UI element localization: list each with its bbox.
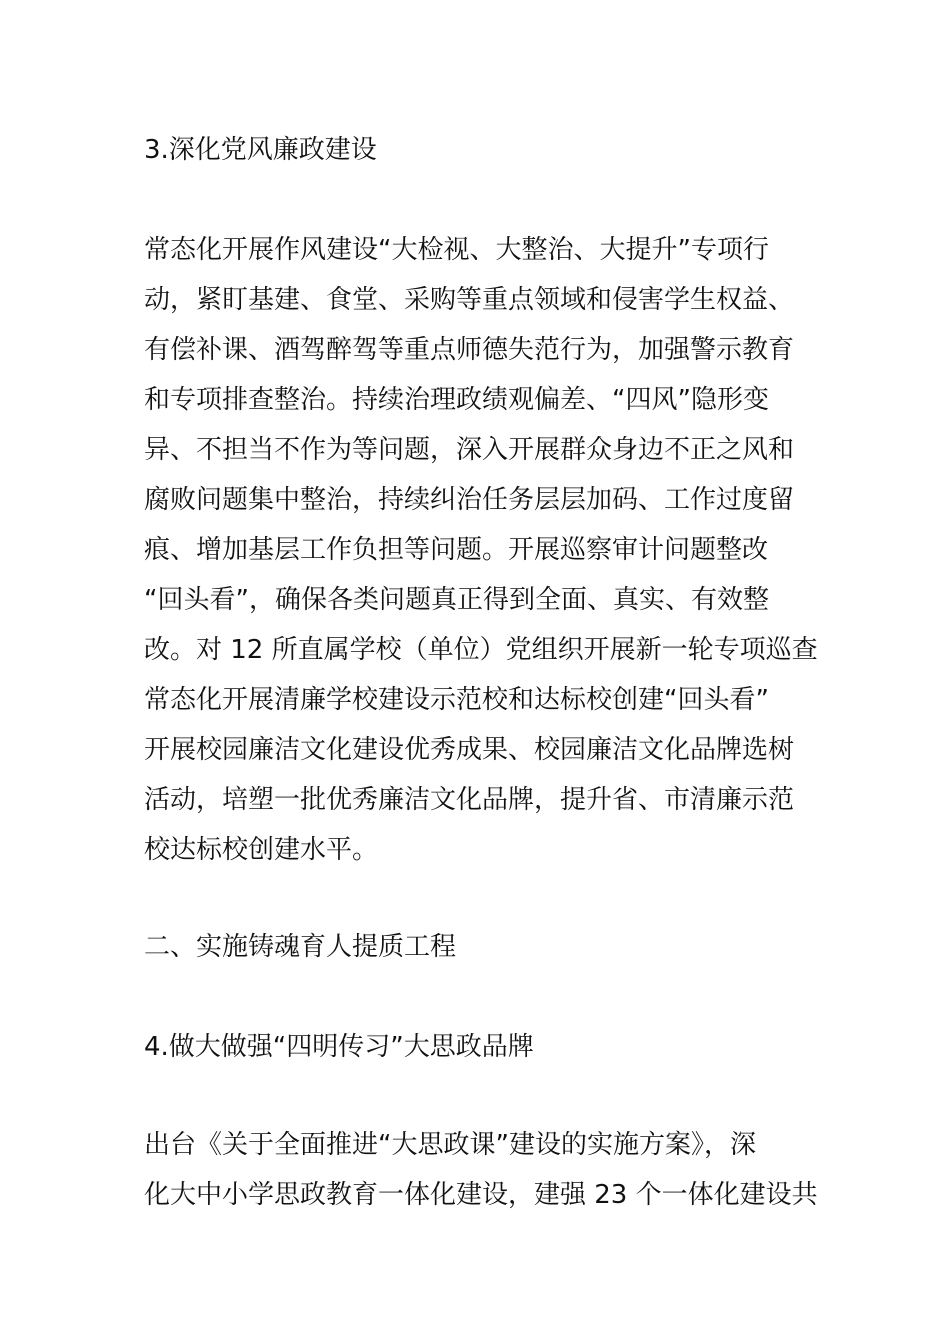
paragraph-3-line: 动，紧盯基建、食堂、采购等重点领域和侵害学生权益、 (144, 285, 795, 315)
paragraph-3-line: 常态化开展清廉学校建设示范校和达标校创建“回头看” (144, 685, 769, 715)
paragraph-3-line: 有偿补课、酒驾醉驾等重点师德失范行为，加强警示教育 (144, 335, 795, 365)
paragraph-3-line: 和专项排查整治。持续治理政绩观偏差、“四风”隐形变 (144, 385, 769, 415)
paragraph-3-line: 开展校园廉洁文化建设优秀成果、校园廉洁文化品牌选树 (144, 735, 795, 765)
paragraph-3-line: “回头看”，确保各类问题真正得到全面、真实、有效整 (144, 585, 769, 615)
paragraph-4-line: 化大中小学思政教育一体化建设，建强 23 个一体化建设共 (144, 1180, 818, 1210)
paragraph-3-line: 腐败问题集中整治，持续纠治任务层层加码、工作过度留 (144, 485, 795, 515)
paragraph-3-line: 校达标校创建水平。 (144, 835, 379, 865)
paragraph-3-line: 常态化开展作风建设“大检视、大整治、大提升”专项行 (144, 235, 769, 265)
paragraph-4-line: 出台《关于全面推进“大思政课”建设的实施方案》，深 (144, 1130, 756, 1160)
paragraph-3-line: 活动，培塑一批优秀廉洁文化品牌，提升省、市清廉示范 (144, 785, 795, 815)
section-2-title: 二、实施铸魂育人提质工程 (144, 932, 457, 962)
paragraph-3-line: 改。对 12 所直属学校（单位）党组织开展新一轮专项巡查 (144, 635, 818, 665)
heading-3: 3.深化党风廉政建设 (144, 135, 377, 165)
heading-4: 4.做大做强“四明传习”大思政品牌 (144, 1032, 534, 1062)
paragraph-3-line: 痕、增加基层工作负担等问题。开展巡察审计问题整改 (144, 535, 769, 565)
paragraph-3-line: 异、不担当不作为等问题，深入开展群众身边不正之风和 (144, 435, 795, 465)
